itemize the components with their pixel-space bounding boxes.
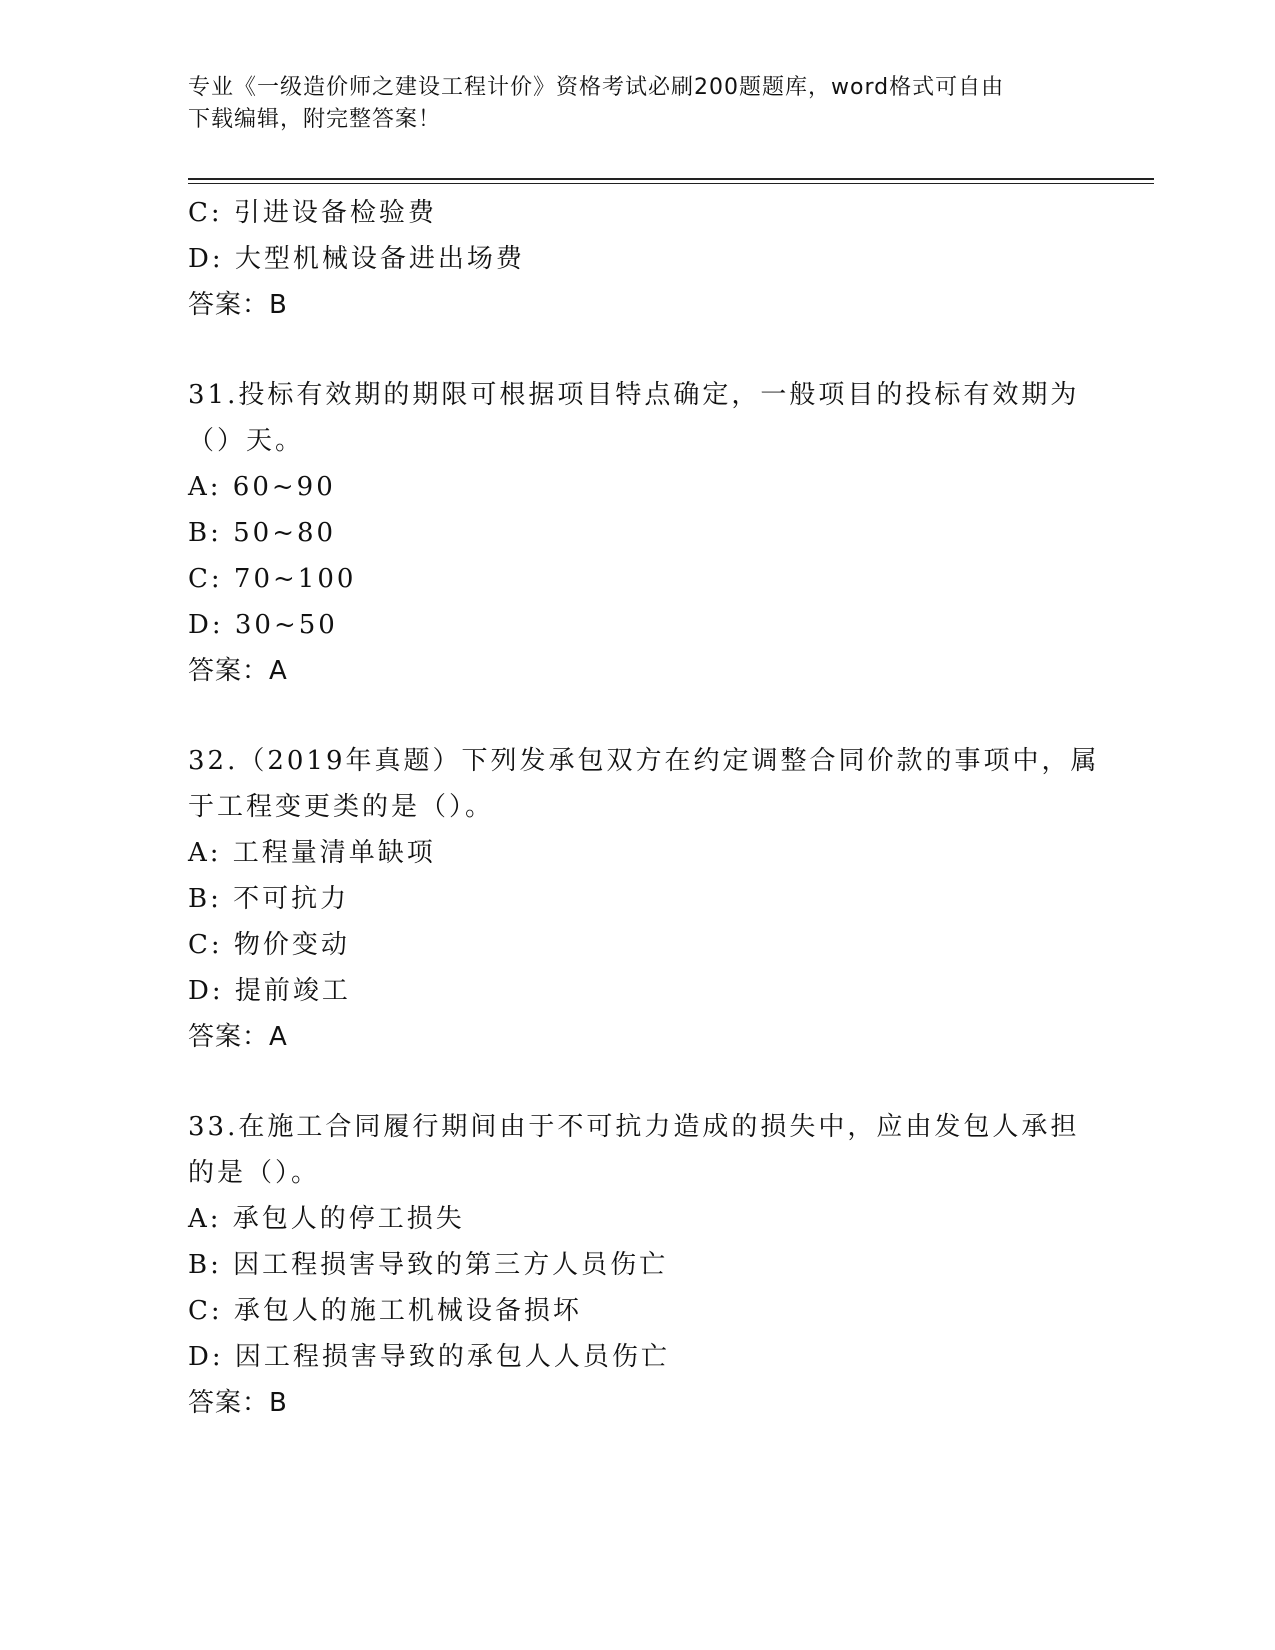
spacer bbox=[188, 1060, 1088, 1104]
option-c: C: 物价变动 bbox=[188, 930, 350, 960]
question-stem: 33.在施工合同履行期间由于不可抗力造成的损失中，应由发包人承担 bbox=[188, 1112, 1080, 1142]
option-d: D: 提前竣工 bbox=[188, 976, 351, 1006]
option-d: D: 大型机械设备进出场费 bbox=[188, 244, 525, 274]
option-b: B: 50~80 bbox=[188, 518, 337, 548]
option-c: C: 70~100 bbox=[188, 564, 357, 594]
option-c: C: 承包人的施工机械设备损坏 bbox=[188, 1296, 582, 1326]
document-header bbox=[188, 72, 1088, 136]
option-c: C: 引进设备检验费 bbox=[188, 198, 437, 228]
spacer bbox=[188, 694, 1088, 738]
option-b: B: 不可抗力 bbox=[188, 884, 350, 914]
header-line-2: 下载编辑，附完整答案！ bbox=[188, 107, 442, 132]
answer: 答案：A bbox=[188, 1022, 288, 1052]
option-d: D: 因工程损害导致的承包人人员伤亡 bbox=[188, 1342, 670, 1372]
question-31 bbox=[188, 372, 1088, 694]
question-33 bbox=[188, 1104, 1088, 1426]
question-stem-cont: 的是（）。 bbox=[188, 1158, 321, 1188]
option-a: A: 承包人的停工损失 bbox=[188, 1204, 465, 1234]
answer: 答案：A bbox=[188, 656, 288, 686]
document-body bbox=[188, 190, 1100, 1426]
answer: 答案：B bbox=[188, 1388, 288, 1418]
question-stem-cont: 于工程变更类的是（）。 bbox=[188, 792, 495, 822]
option-a: A: 60~90 bbox=[188, 472, 336, 502]
question-30-tail bbox=[188, 190, 1088, 328]
answer: 答案：B bbox=[188, 290, 288, 320]
header-rule-thin bbox=[188, 183, 1154, 184]
question-stem: 31.投标有效期的期限可根据项目特点确定，一般项目的投标有效期为 bbox=[188, 380, 1080, 410]
spacer bbox=[188, 328, 1088, 372]
option-b: B: 因工程损害导致的第三方人员伤亡 bbox=[188, 1250, 669, 1280]
question-32 bbox=[188, 738, 1100, 1060]
header-line-1: 专业《一级造价师之建设工程计价》资格考试必刷200题题库，word格式可自由 bbox=[188, 75, 1005, 100]
header-rule-thick bbox=[188, 178, 1154, 180]
option-a: A: 工程量清单缺项 bbox=[188, 838, 436, 868]
question-stem-cont: （）天。 bbox=[188, 426, 305, 456]
question-stem: 32.（2019年真题）下列发承包双方在约定调整合同价款的事项中，属 bbox=[188, 746, 1100, 776]
option-d: D: 30~50 bbox=[188, 610, 338, 640]
